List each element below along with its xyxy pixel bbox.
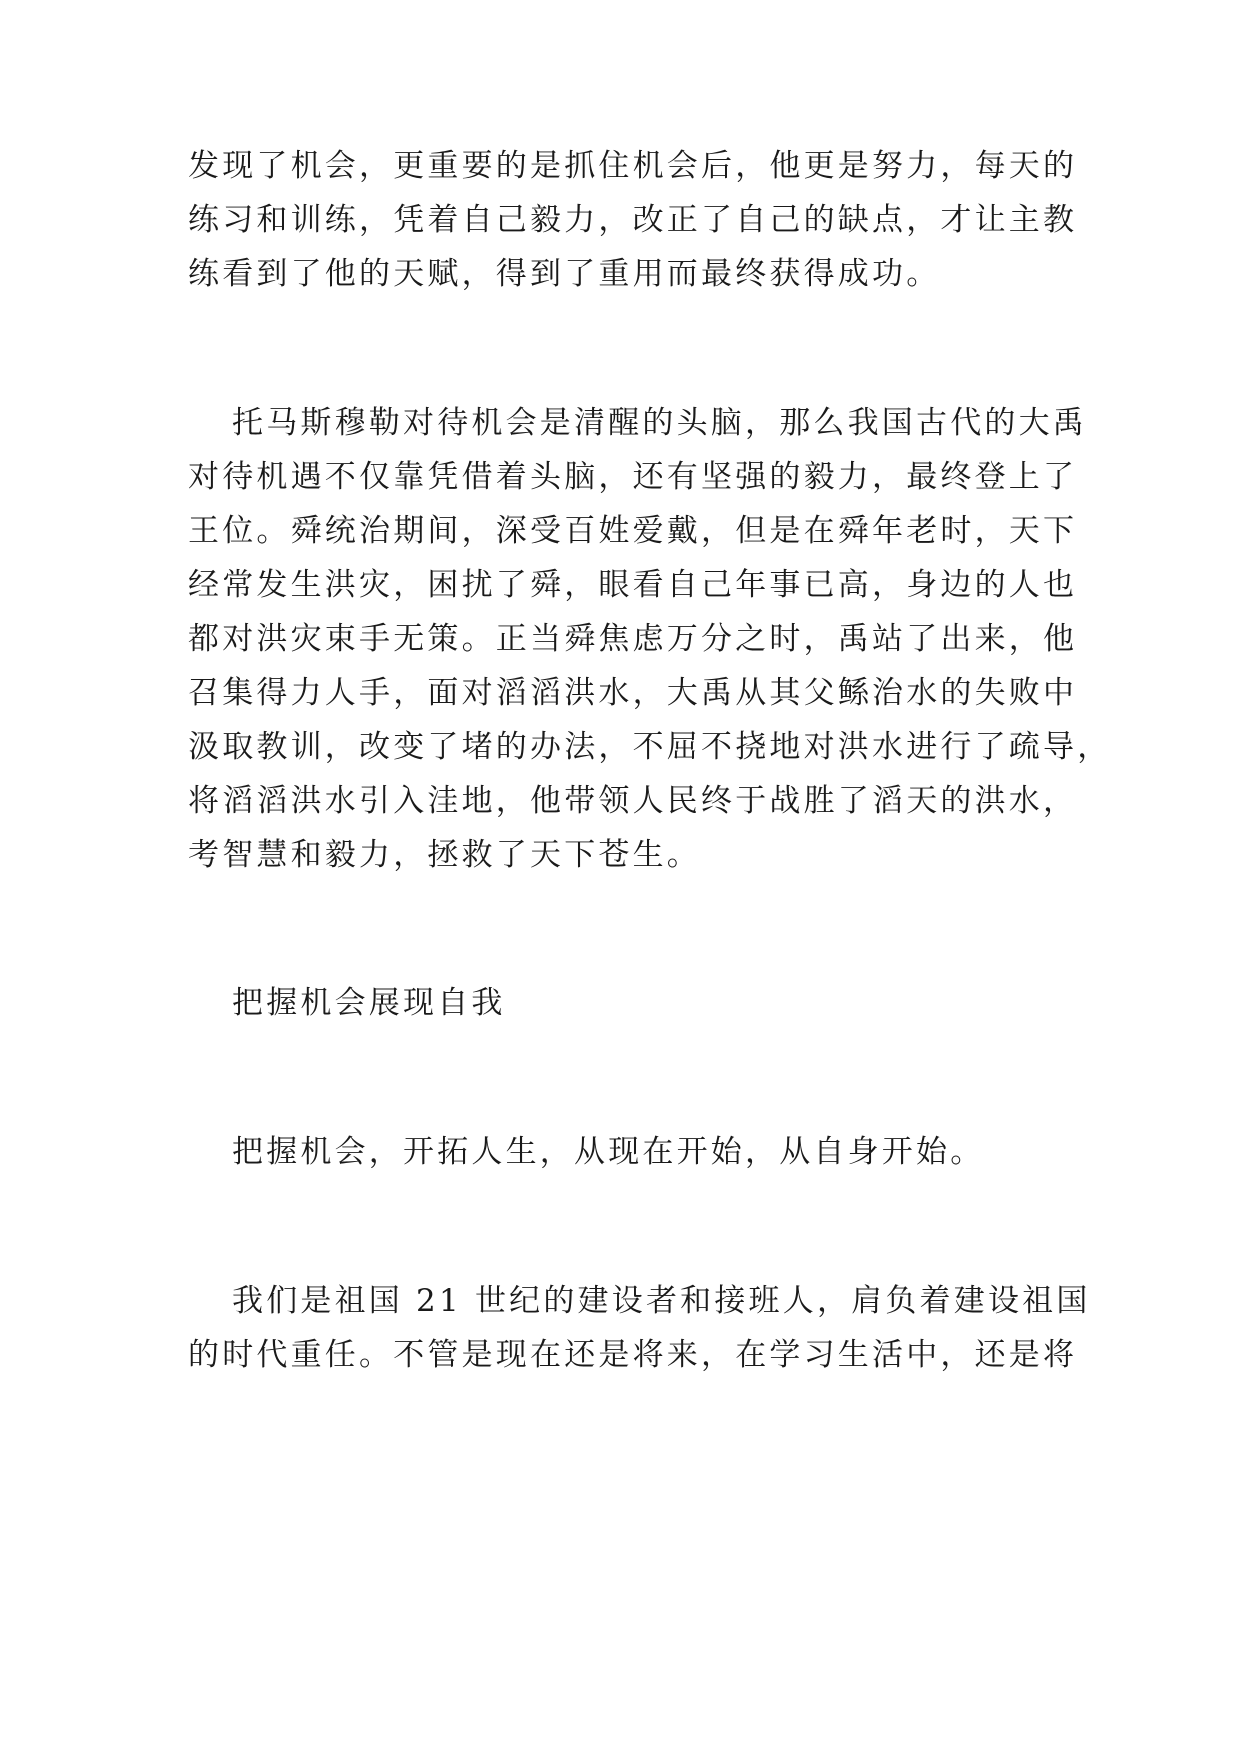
paragraph-2-line-7: 汲取教训，改变了堵的办法，不屈不挠地对洪水进行了疏导， xyxy=(188,729,1112,765)
paragraph-2-line-6: 召集得力人手，面对滔滔洪水，大禹从其父鲧治水的失败中 xyxy=(188,675,1078,711)
paragraph-1-line-2: 练习和训练，凭着自己毅力，改正了自己的缺点，才让主教 xyxy=(188,202,1078,238)
section-heading: 把握机会展现自我 xyxy=(232,985,506,1021)
paragraph-2-line-9: 考智慧和毅力，拯救了天下苍生。 xyxy=(188,837,701,873)
paragraph-5-line-2: 的时代重任。不管是现在还是将来，在学习生活中，还是将 xyxy=(188,1337,1078,1373)
paragraph-1-line-1: 发现了机会，更重要的是抓住机会后，他更是努力，每天的 xyxy=(188,148,1078,184)
paragraph-2-line-4: 经常发生洪灾，困扰了舜，眼看自己年事已高，身边的人也 xyxy=(188,567,1078,603)
paragraph-5-line-1: 我们是祖国 21 世纪的建设者和接班人，肩负着建设祖国 xyxy=(232,1283,1091,1319)
paragraph-2-line-5: 都对洪灾束手无策。正当舜焦虑万分之时，禹站了出来，他 xyxy=(188,621,1078,657)
paragraph-2-line-8: 将滔滔洪水引入洼地，他带领人民终于战胜了滔天的洪水， xyxy=(188,783,1078,819)
paragraph-2-line-3: 王位。舜统治期间，深受百姓爱戴，但是在舜年老时，天下 xyxy=(188,513,1078,549)
paragraph-2-line-2: 对待机遇不仅靠凭借着头脑，还有坚强的毅力，最终登上了 xyxy=(188,459,1078,495)
paragraph-2-line-1: 托马斯穆勒对待机会是清醒的头脑，那么我国古代的大禹 xyxy=(232,405,1087,441)
paragraph-4-line-1: 把握机会，开拓人生，从现在开始，从自身开始。 xyxy=(232,1134,985,1170)
paragraph-1-line-3: 练看到了他的天赋，得到了重用而最终获得成功。 xyxy=(188,256,941,292)
